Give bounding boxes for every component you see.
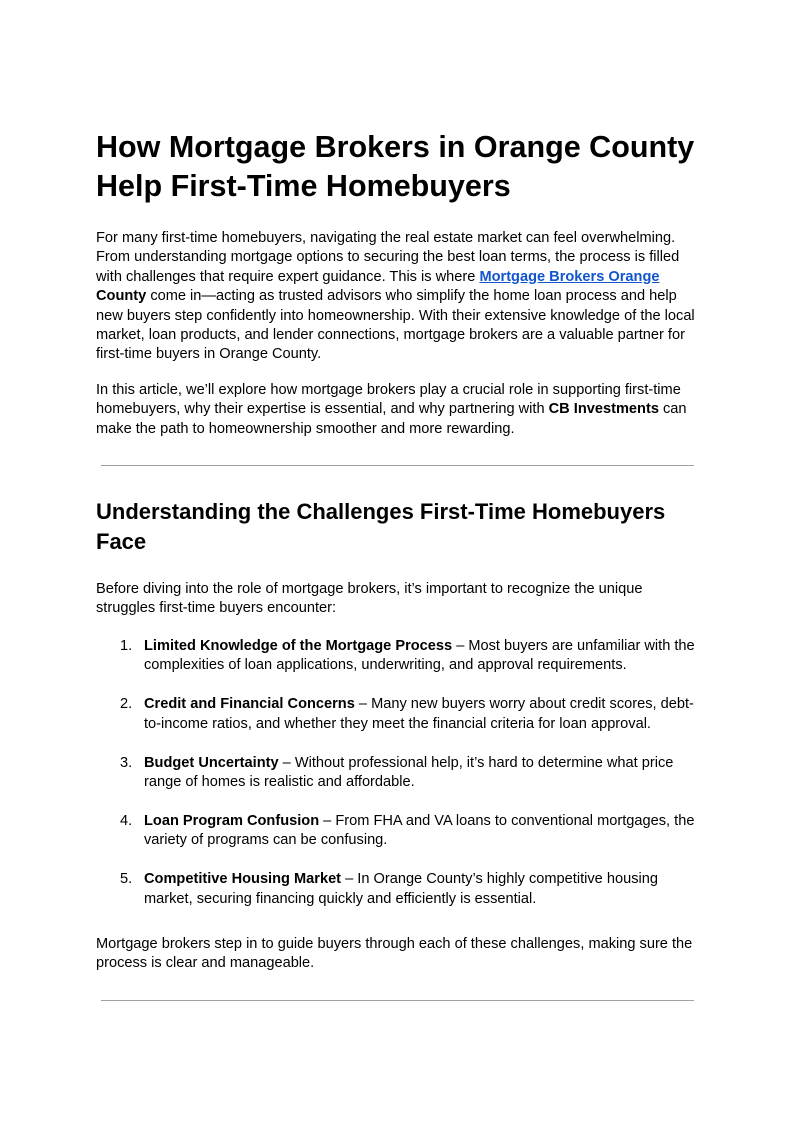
mortgage-brokers-link[interactable]: Mortgage Brokers Orange (479, 268, 660, 285)
list-item-number: 3. (120, 754, 133, 771)
list-item-text: – Without professional help, it’s hard to determine what price range of homes is realistic and affordable. (144, 754, 674, 790)
intro-p2-text-after: can make the path to homeownership smoother and more rewarding. (96, 401, 687, 437)
list-item (96, 870, 700, 909)
page-title: How Mortgage Brokers in Orange County Help First-Time Homebuyers (96, 130, 695, 203)
list-item (96, 637, 700, 676)
divider-2 (101, 1000, 694, 1001)
intro-p1-text: For many first-time homebuyers, navigating the real estate market can feel overwhelming. From understanding mortgage options to securing the best loan terms, the process is filled with challenges that require expert guidance. This is where (96, 230, 680, 285)
list-item (96, 695, 700, 734)
cb-investments-bold: CB Investments (548, 401, 659, 418)
list-item (96, 812, 700, 851)
list-item-number: 4. (120, 812, 133, 829)
list-item-number: 1. (120, 637, 133, 654)
list-item-title: Competitive Housing Market (144, 871, 342, 888)
list-item-text: – From FHA and VA loans to conventional mortgages, the variety of programs can be confusing. (144, 812, 695, 849)
challenges-list (96, 637, 700, 909)
intro-p1-bold: County (96, 288, 147, 305)
list-item-title: Credit and Financial Concerns (144, 696, 355, 713)
section-heading: Understanding the Challenges First-Time Homebuyers Face (96, 499, 666, 555)
list-item-text: – In Orange County’s highly competitive housing market, securing financing quickly and efficiently is essential. (144, 871, 658, 907)
list-item-text: – Many new buyers worry about credit scores, debt-to-income ratios, and whether they meet the financial criteria for loan approval. (144, 696, 694, 732)
divider-1 (101, 465, 694, 466)
list-item-number: 2. (120, 696, 133, 713)
list-item-text: – Most buyers are unfamiliar with the complexities of loan applications, underwriting, and approval requirements. (144, 637, 695, 674)
intro-paragraph-2 (96, 381, 700, 439)
list-item-number: 5. (120, 871, 133, 888)
list-item (96, 754, 700, 793)
intro-paragraph-1 (96, 229, 700, 365)
list-item-title: Limited Knowledge of the Mortgage Process (144, 637, 453, 654)
intro-p1-text-after: come in—acting as trusted advisors who simplify the home loan process and help new buyers step confidently into homeownership. With their extensive knowledge of the local market, loan products, and lender connections, mortgage brokers are a valuable partner for first-time buyers in Orange County. (96, 288, 695, 363)
section-closing: Mortgage brokers step in to guide buyers through each of these challenges, making sure the process is clear and manageable. (96, 935, 693, 972)
document-page (96, 128, 700, 1001)
list-item-title: Budget Uncertainty (144, 754, 279, 771)
intro-p2-text: In this article, we’ll explore how mortgage brokers play a crucial role in supporting first-time homebuyers, why their expertise is essential, and why partnering with (96, 381, 681, 418)
section-lead: Before diving into the role of mortgage brokers, it’s important to recognize the unique struggles first-time buyers encounter: (96, 581, 643, 617)
list-item-title: Loan Program Confusion (144, 812, 320, 829)
